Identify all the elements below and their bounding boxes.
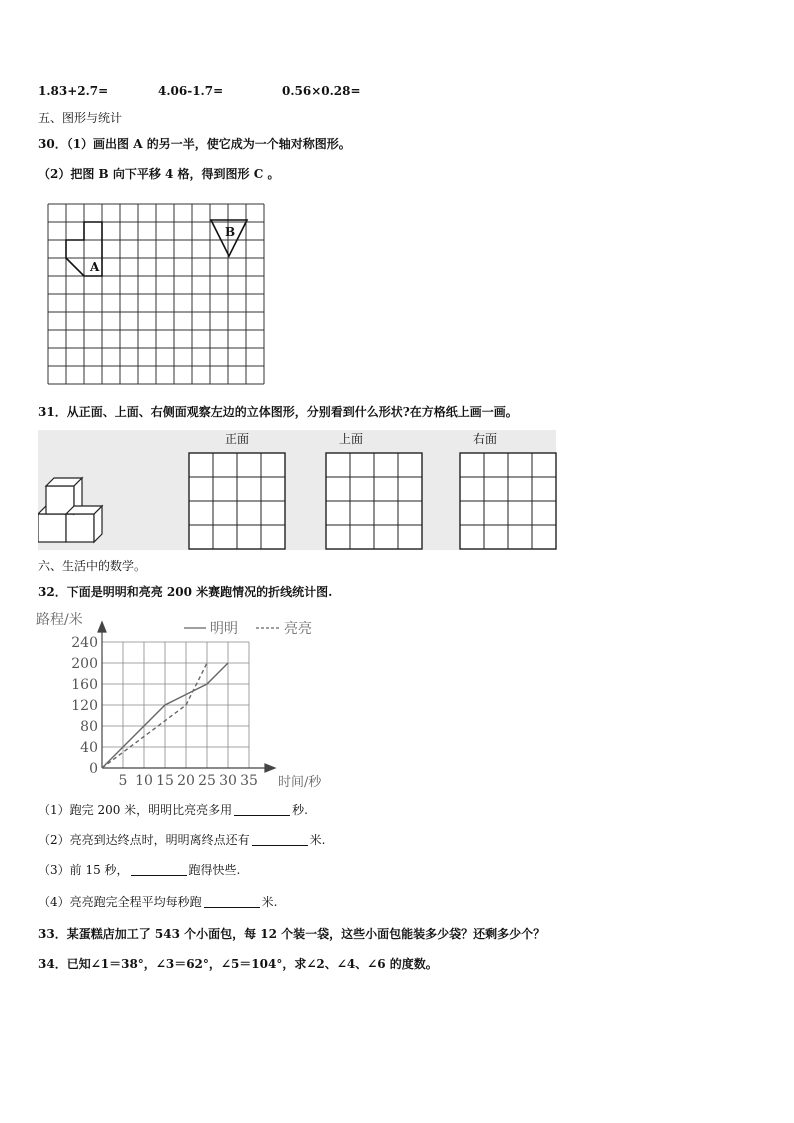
x-tick-label: 35 [240, 773, 258, 789]
right-view-grid [459, 452, 557, 550]
legend-label-mingming: 明明 [210, 621, 238, 637]
question-32-sub-3 [38, 862, 240, 878]
sub-4-unit: 米. [261, 895, 278, 909]
section-6-heading: 六、生活中的数学。 [38, 559, 147, 573]
calc-item-2: 4.06-1.7= [158, 84, 224, 98]
question-32-sub-2 [38, 832, 325, 848]
x-tick-label: 15 [156, 773, 174, 789]
question-32-sub-4 [38, 894, 277, 910]
x-axis-label: 时间/秒 [278, 775, 322, 790]
top-view-grid [325, 452, 423, 550]
y-tick-label: 120 [71, 698, 98, 714]
x-tick-label: 20 [177, 773, 195, 789]
sub-1-unit: 秒. [292, 803, 308, 817]
view-label-front: 正面 [225, 432, 250, 446]
question-32-sub-1 [38, 802, 308, 818]
figure-b-label: B [225, 225, 236, 239]
view-label-top: 上面 [339, 432, 364, 446]
calc-item-1: 1.83+2.7= [38, 84, 109, 98]
x-tick-label: 10 [135, 773, 153, 789]
answer-blank-1[interactable] [234, 803, 290, 816]
x-tick-label: 25 [198, 773, 216, 789]
sub-4-text: （4）亮亮跑完全程平均每秒跑 [38, 895, 202, 909]
y-axis-label: 路程/米 [36, 612, 83, 628]
question-33-text: 33．某蛋糕店加工了 543 个小面包，每 12 个装一袋，这些小面包能装多少袋？还剩多少个？ [38, 927, 546, 941]
x-tick-label: 30 [219, 773, 237, 789]
view-label-right: 右面 [473, 432, 498, 446]
question-30-grid [44, 200, 270, 386]
question-31-text: 31．从正面、上面、右侧面观察左边的立体图形，分别看到什么形状?在方格纸上画一画。 [38, 405, 518, 419]
front-view-grid [188, 452, 286, 550]
question-30-part-1: 30．（1）画出图 A 的另一半，使它成为一个轴对称图形。 [38, 137, 351, 151]
y-tick-label: 240 [71, 635, 98, 651]
x-tick-label: 5 [118, 773, 128, 789]
sub-2-unit: 米. [309, 833, 326, 847]
answer-blank-3[interactable] [131, 863, 187, 876]
question-32-text: 32．下面是明明和亮亮 200 米赛跑情况的折线统计图. [38, 585, 333, 599]
section-5-heading: 五、图形与统计 [38, 111, 123, 125]
y-tick-label: 200 [71, 656, 98, 672]
sub-2-text: （2）亮亮到达终点时，明明离终点还有 [38, 833, 250, 847]
legend-label-liangliang: 亮亮 [284, 621, 312, 637]
calc-item-3: 0.56×0.28= [282, 84, 361, 98]
answer-blank-2[interactable] [252, 833, 308, 846]
y-tick-label: 80 [80, 719, 98, 735]
figure-a-label: A [90, 260, 100, 274]
y-tick-label: 0 [89, 761, 98, 777]
sub-3-tail: 跑得快些. [188, 863, 241, 877]
solid-figure [38, 430, 198, 550]
answer-blank-4[interactable] [204, 895, 260, 908]
question-31-panel [38, 430, 556, 550]
x-axis-arrow [265, 764, 275, 772]
question-30-part-2: （2）把图 B 向下平移 4 格，得到图形 C 。 [38, 167, 280, 181]
y-tick-label: 40 [80, 740, 98, 756]
sub-3-text: （3）前 15 秒， [38, 863, 129, 877]
sub-1-text: （1）跑完 200 米，明明比亮亮多用 [38, 803, 233, 817]
race-line-chart [34, 606, 324, 792]
question-34-text: 34．已知∠1＝38°，∠3＝62°，∠5＝104°，求∠2、∠4、∠6 的度数。 [38, 957, 438, 971]
y-axis-arrow [98, 622, 106, 632]
y-tick-label: 160 [71, 677, 98, 693]
